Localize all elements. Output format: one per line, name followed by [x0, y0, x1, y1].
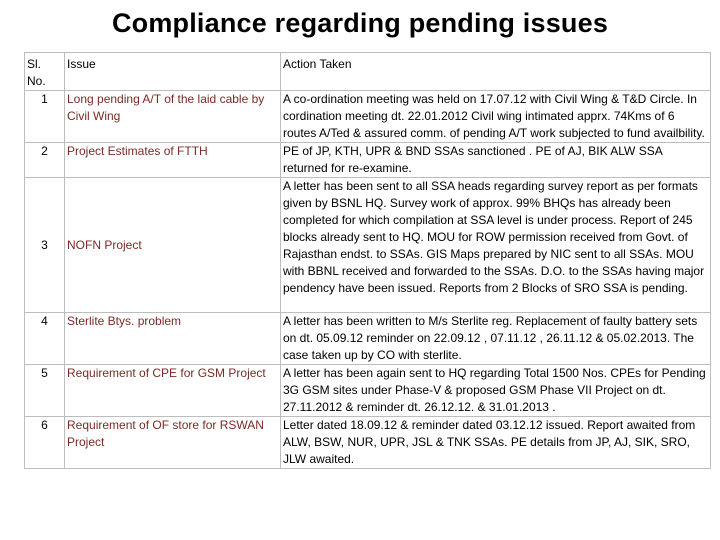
- row-issue: Long pending A/T of the laid cable by Civil Wing: [65, 91, 281, 143]
- row-sl-no: 4: [25, 313, 65, 365]
- row-action-taken: A letter has been sent to all SSA heads regarding survey report as per formats given by BSNL HQ. Survey work of approx. 99% BHQs has already been completed for which compilation at SSA level is under process. Report of 245 blocks already sent to HQ. MOU for ROW permission received from Govt. of Rajasthan endst. to SSAs. GIS Maps prepared by NIC sent to all SSAs. MOU with BBNL received and forwarded to the SSAs. D.O. to the SSAs having major pendency have been issued. Reports from 2 Blocks of SRO SSA is pending.: [281, 178, 711, 313]
- row-issue: Requirement of CPE for GSM Project: [65, 365, 281, 417]
- row-sl-no: 5: [25, 365, 65, 417]
- table-row: [25, 91, 711, 143]
- row-sl-no: 6: [25, 417, 65, 469]
- table-row: [25, 417, 711, 469]
- row-issue: Project Estimates of FTTH: [65, 143, 281, 178]
- header-sl-no: Sl. No.: [25, 53, 65, 91]
- row-action-taken: A letter has been written to M/s Sterlite reg. Replacement of faulty battery sets on dt. 05.09.12 reminder on 22.09.12 , 07.11.12 , 26.11.12 & 05.02.2013. The case taken up by CO with sterlite.: [281, 313, 711, 365]
- page-title: Compliance regarding pending issues: [111, 8, 609, 38]
- table-header-row: [25, 53, 711, 91]
- row-issue: Requirement of OF store for RSWAN Project: [65, 417, 281, 469]
- header-issue: Issue: [65, 53, 281, 91]
- row-sl-no: 3: [25, 178, 65, 313]
- row-action-taken: Letter dated 18.09.12 & reminder dated 03.12.12 issued. Report awaited from ALW, BSW, NUR, UPR, JSL & TNK SSAs. PE details from JP, AJ, SIK, SRO, JLW awaited.: [281, 417, 711, 469]
- row-issue: NOFN Project: [65, 178, 281, 313]
- row-action-taken: A letter has been again sent to HQ regarding Total 1500 Nos. CPEs for Pending 3G GSM sites under Phase-V & proposed GSM Phase VII Project on dt. 27.11.2012 & reminder dt. 26.12.12. & 31.01.2013 .: [281, 365, 711, 417]
- table-row: [25, 365, 711, 417]
- compliance-table: [24, 52, 711, 469]
- row-action-taken: A co-ordination meeting was held on 17.07.12 with Civil Wing & T&D Circle. In cordination meeting dt. 22.01.2012 Civil wing intimated apprx. 74Kms of 6 routes A/Ted & assured comm. of pending A/T work subjected to fund availbility.: [281, 91, 711, 143]
- header-action-taken: Action Taken: [281, 53, 711, 91]
- row-sl-no: 2: [25, 143, 65, 178]
- table-row: [25, 143, 711, 178]
- table-row: [25, 178, 711, 313]
- row-action-taken: PE of JP, KTH, UPR & BND SSAs sanctioned . PE of AJ, BIK ALW SSA returned for re-examine.: [281, 143, 711, 178]
- row-issue: Sterlite Btys. problem: [65, 313, 281, 365]
- row-sl-no: 1: [25, 91, 65, 143]
- table-row: [25, 313, 711, 365]
